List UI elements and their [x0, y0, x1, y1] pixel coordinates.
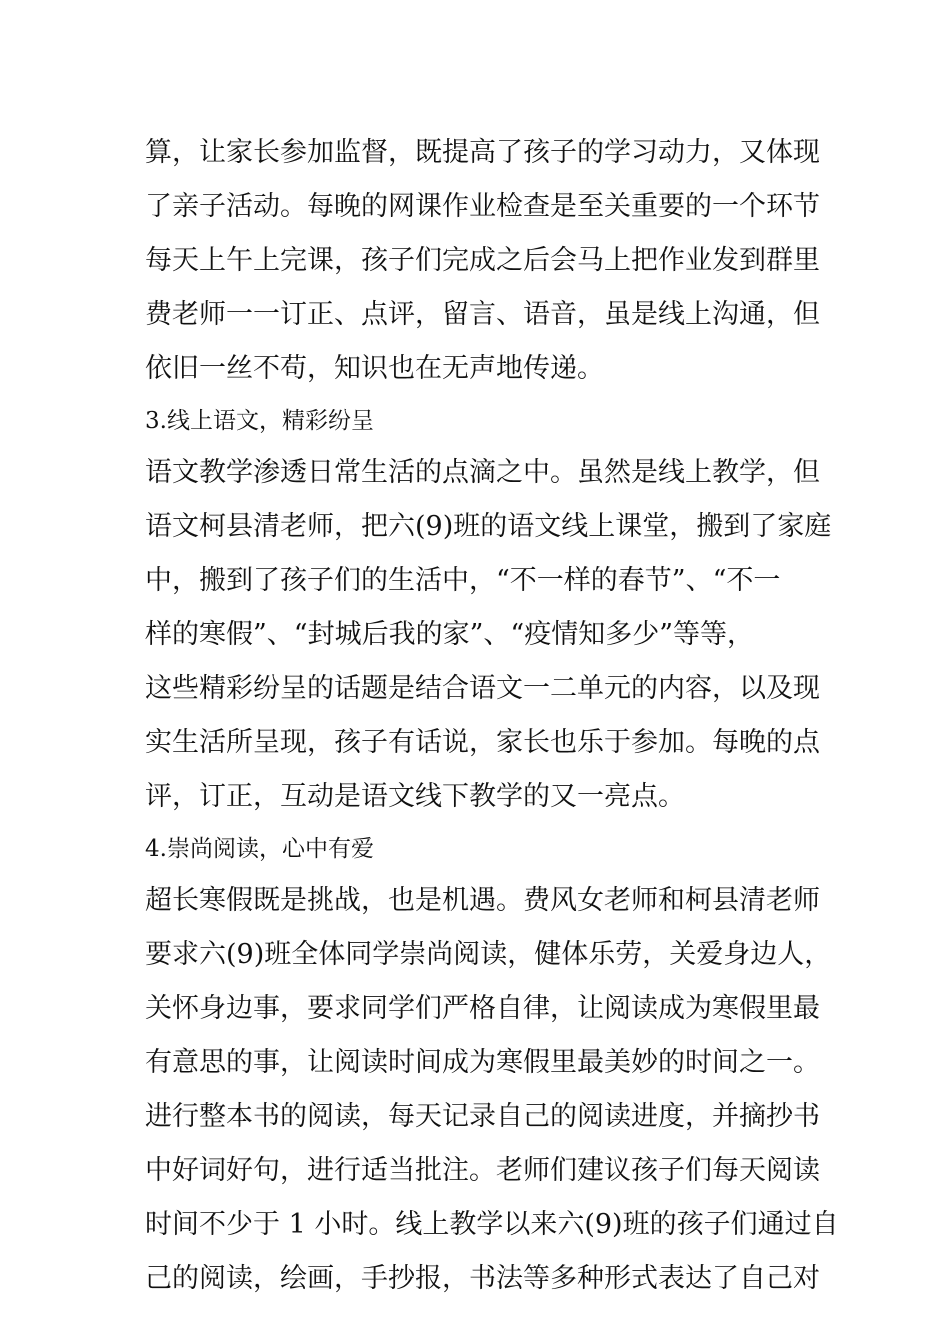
text-line: 超长寒假既是挑战，也是机遇。费风女老师和柯县清老师 — [145, 885, 820, 916]
text-line: 每天上午上完课，孩子们完成之后会马上把作业发到群里 — [145, 245, 820, 276]
text-line: 时间不少于 1 小时。线上教学以来六(9)班的孩子们通过自 — [145, 1209, 839, 1240]
text-line: 有意思的事，让阅读时间成为寒假里最美妙的时间之一。 — [145, 1047, 820, 1078]
text-line: 要求六(9)班全体同学崇尚阅读，健体乐劳，关爱身边人， — [145, 939, 832, 970]
text-line: 了亲子活动。每晚的网课作业检查是至关重要的一个环节 — [145, 191, 820, 222]
text-line: 算，让家长参加监督，既提高了孩子的学习动力，又体现 — [145, 137, 820, 168]
text-line: 语文教学渗透日常生活的点滴之中。虽然是线上教学，但 — [145, 457, 820, 488]
text-line: 这些精彩纷呈的话题是结合语文一二单元的内容，以及现 — [145, 673, 820, 704]
text-line: 样的寒假”、“封城后我的家”、“疫情知多少”等等， — [145, 619, 755, 650]
body-text — [145, 126, 839, 1306]
text-line: 关怀身边事，要求同学们严格自律，让阅读成为寒假里最 — [145, 993, 820, 1024]
text-line: 己的阅读，绘画，手抄报，书法等多种形式表达了自己对 — [145, 1263, 820, 1294]
section-heading: 3.线上语文，精彩纷呈 — [145, 408, 374, 434]
text-line: 评，订正，互动是语文线下教学的又一亮点。 — [145, 781, 685, 812]
text-line: 实生活所呈现，孩子有话说，家长也乐于参加。每晚的点 — [145, 727, 820, 758]
text-line: 中好词好句，进行适当批注。老师们建议孩子们每天阅读 — [145, 1155, 820, 1186]
text-line: 中，搬到了孩子们的生活中，“不一样的春节”、“不一 — [145, 565, 781, 596]
text-line: 语文柯县清老师，把六(9)班的语文线上课堂，搬到了家庭 — [145, 511, 832, 542]
text-line: 费老师一一订正、点评，留言、语音，虽是线上沟通，但 — [145, 299, 820, 330]
text-line: 依旧一丝不苟，知识也在无声地传递。 — [145, 353, 604, 384]
text-line: 进行整本书的阅读，每天记录自己的阅读进度，并摘抄书 — [145, 1101, 820, 1132]
section-heading: 4.崇尚阅读，心中有爱 — [145, 836, 374, 862]
